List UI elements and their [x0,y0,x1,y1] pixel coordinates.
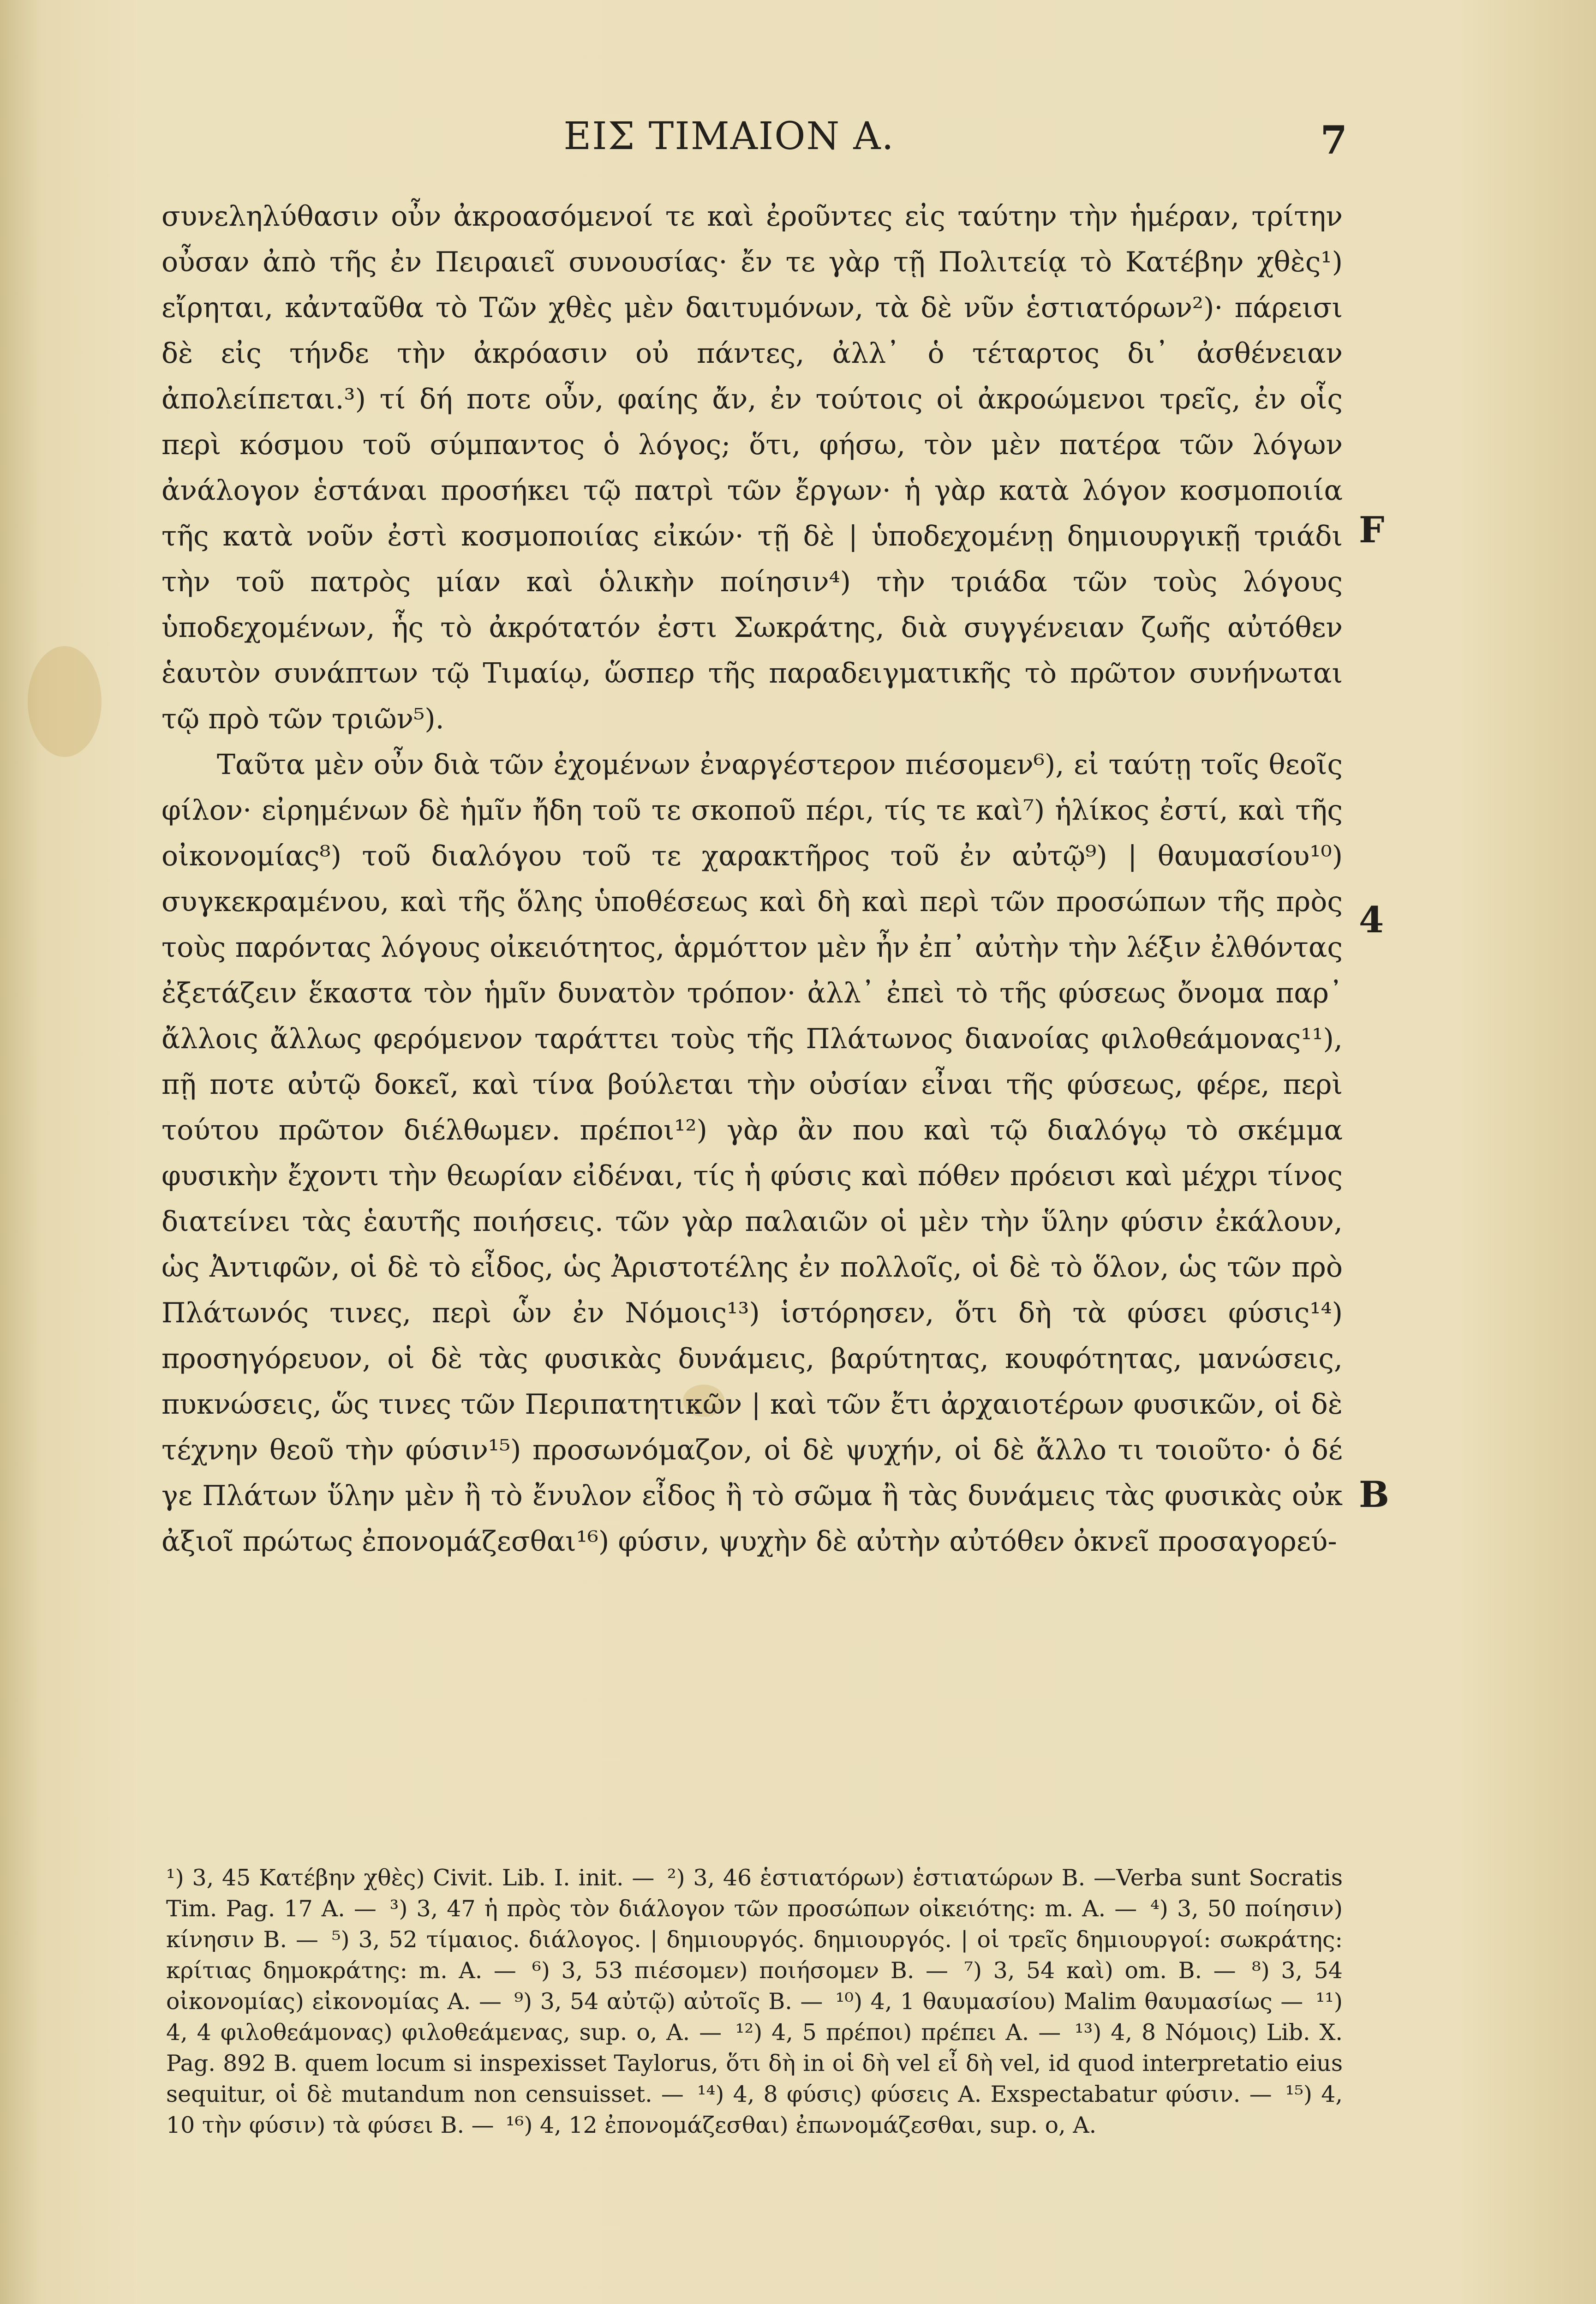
footnote: ⁷) 3, 54 καὶ) om. B. — [964,1957,1236,1984]
margin-reference-letter: B [1359,1474,1389,1516]
footnote: ¹⁴) 4, 8 φύσις) φύσεις A. Exspectabatur φύσιν. — [697,2081,1272,2107]
footnote: ³) 3, 47 ἡ πρὸς τὸν διάλογον τῶν προσώπων οἰκειότης: m. A. — [389,1896,1137,1922]
footnote: ¹¹) 4, 4 φιλοθεάμονας) φιλοθεάμενας, sup. ο, A. — [166,1988,1343,2046]
footnotes [166,1862,1343,2141]
paragraph: Ταῦτα μὲν οὖν διὰ τῶν ἐχομένων ἐναργέστερον πιέσομεν⁶), εἰ ταύτῃ τοῖς θεοῖς φίλον· εἰρημένων δὲ ἡμῖν ἤδη τοῦ τε σκοποῦ πέρι, τίς τε καὶ⁷) ἡλίκος ἐστί, καὶ τῆς οἰκονομίας⁸) τοῦ διαλόγου τοῦ τε χαρακτῆρος τοῦ ἐν αὐτῷ⁹) | θαυμασίου¹⁰) συγκεκραμένου, καὶ τῆς ὅλης ὑποθέσεως καὶ δὴ καὶ περὶ τῶν προσώπων τῆς πρὸς τοὺς παρόντας λόγους οἰκειότητος, ἁρμόττον μὲν ἦν ἐπ᾽ αὐτὴν τὴν λέξιν ἐλθόντας ἐξετάζειν ἕκαστα τὸν ἡμῖν δυνατὸν τρόπον· ἀλλ᾽ ἐπεὶ τὸ τῆς φύσεως ὄνομα παρ᾽ ἄλλοις ἄλλως φερόμενον ταράττει τοὺς τῆς Πλάτωνος διανοίας φιλοθεάμονας¹¹), πῇ ποτε αὐτῷ δοκεῖ, καὶ τίνα βούλεται τὴν οὐσίαν εἶναι τῆς φύσεως, φέρε, περὶ τούτου πρῶτον διέλθωμεν. πρέποι¹²) γὰρ ἂν που καὶ τῷ διαλόγῳ τὸ σκέμμα φυσικὴν ἔχοντι τὴν θεωρίαν εἰδέναι, τίς ἡ φύσις καὶ πόθεν πρόεισι καὶ μέχρι τίνος διατείνει τὰς ἑαυτῆς ποιήσεις. τῶν γὰρ παλαιῶν οἱ μὲν τὴν ὕλην φύσιν ἐκάλουν, ὡς Ἀντιφῶν, οἱ δὲ τὸ εἶδος, ὡς Ἀριστοτέλης ἐν πολλοῖς, οἱ δὲ τὸ ὅλον, ὡς τῶν πρὸ Πλάτωνός τινες, περὶ ὧν ἐν Νόμοις¹³) ἱστόρησεν, ὅτι δὴ τὰ φύσει φύσις¹⁴) προσηγόρευον, οἱ δὲ τὰς φυσικὰς δυνάμεις, βαρύτητας, κουφότητας, μανώσεις, πυκνώσεις, ὥς τινες τῶν Περιπατητικῶν | καὶ τῶν ἔτι ἀρχαιοτέρων φυσικῶν, οἱ δὲ τέχνην θεοῦ τὴν φύσιν¹⁵) προσωνόμαζον, οἱ δὲ ψυχήν, οἱ δὲ ἄλλο τι τοιοῦτο· ὁ δέ γε Πλάτων ὕλην μὲν ἢ τὸ ἔνυλον εἶδος ἢ τὸ σῶμα ἢ τὰς δυνάμεις τὰς φυσικὰς οὐκ ἀξιοῖ πρώτως ἐπονομάζεσθαι¹⁶) φύσιν, ψυχὴν δὲ αὐτὴν αὐτόθεν ὀκνεῖ προσαγορεύ- [161,749,1343,1558]
footnote: ⁴) 3, 50 ποίησιν) κίνησιν B. — [166,1896,1343,1953]
footnote: ⁶) 3, 53 πιέσομεν) ποιήσομεν B. — [532,1957,949,1984]
footnote: ⁸) 3, 54 οἰκονομίας) εἰκονομίας A. — [166,1957,1343,2015]
paragraph: συνεληλύθασιν οὖν ἀκροασόμενοί τε καὶ ἐροῦντες εἰς ταύτην τὴν ἡμέραν, τρίτην οὖσαν ἀπὸ τῆς ἐν Πειραιεῖ συνουσίας· ἔν τε γὰρ τῇ Πολιτείᾳ τὸ Κατέβην χθὲς¹) εἴρηται, κἀνταῦθα τὸ Τῶν χθὲς μὲν δαιτυμόνων, τὰ δὲ νῦν ἑστιατόρων²)· πάρεισι δὲ εἰς τήνδε τὴν ἀκρόασιν οὐ πάντες, ἀλλ᾽ ὁ τέταρτος δι᾽ ἀσθένειαν ἀπολείπεται.³) τί δή ποτε οὖν, φαίης ἄν, ἐν τούτοις οἱ ἀκροώμενοι τρεῖς, ἐν οἷς περὶ κόσμου τοῦ σύμπαντος ὁ λόγος; ὅτι, φήσω, τὸν μὲν πατέρα τῶν λόγων ἀνάλογον ἑστάναι προσήκει τῷ πατρὶ τῶν ἔργων· ἡ γὰρ κατὰ λόγον κοσμοποιία τῆς κατὰ νοῦν ἐστὶ κοσμοποιίας εἰκών· τῇ δὲ | ὑποδεχομένῃ δημιουργικῇ τριάδι τὴν τοῦ πατρὸς μίαν καὶ ὁλικὴν ποίησιν⁴) τὴν τριάδα τῶν τοὺς λόγους ὑποδεχομένων, ἧς τὸ ἀκρότατόν ἐστι Σωκράτης, διὰ συγγένειαν ζωῆς αὐτόθεν ἑαυτὸν συνάπτων τῷ Τιμαίῳ, ὥσπερ τῆς παραδειγματικῆς τὸ πρῶτον συνήνωται τῷ πρὸ τῶν τριῶν⁵). [161,200,1343,735]
footnote: ¹⁵) 4, 10 τὴν φύσιν) τὰ φύσει B. — [166,2081,1343,2138]
footnote: ¹²) 4, 5 πρέποι) πρέπει A. — [735,2019,1061,2046]
margin-reference-letter: F [1359,509,1385,551]
running-header: ΕΙΣ ΤΙΜΑΙΟΝ Α. [563,114,895,158]
footnote: ¹) 3, 45 Κατέβην χθὲς) Civit. Lib. I. init. — [166,1865,655,1891]
footnote: ⁹) 3, 54 αὐτῷ) αὐτοῖς B. — [514,1988,823,2015]
page-number: 7 [1320,117,1347,163]
footnote: ⁵) 3, 52 τίμαιος. διάλογος. | δημιουργός. δημιουργός. | οἱ τρεῖς δημιουργοί: σωκράτης: κρίτιας δημοκράτης: m. A. — [166,1926,1343,1984]
page-stain [28,646,102,757]
main-text [161,194,1343,1565]
margin-reference-number: 4 [1359,899,1384,941]
footnote: ¹⁶) 4, 12 ἐπονομάζεσθαι) ἐπωνομάζεσθαι, sup. ο, A. [506,2112,1097,2138]
footnote: ²) 3, 46 ἑστιατόρων) ἑστιατώρων B. —Verba sunt Socratis Tim. Pag. 17 A. — [166,1865,1343,1922]
footnote: ¹⁰) 4, 1 θαυμασίου) Malim θαυμασίως — [835,1988,1303,2015]
footnote: ¹³) 4, 8 Νόμοις) Lib. X. Pag. 892 B. quem locum si inspexisset Taylorus, ὅτι δὴ in οἱ δὴ vel εἶ δὴ vel, id quod interpretatio eius sequitur, οἱ δὲ mutandum non censuisset. — [166,2019,1343,2107]
